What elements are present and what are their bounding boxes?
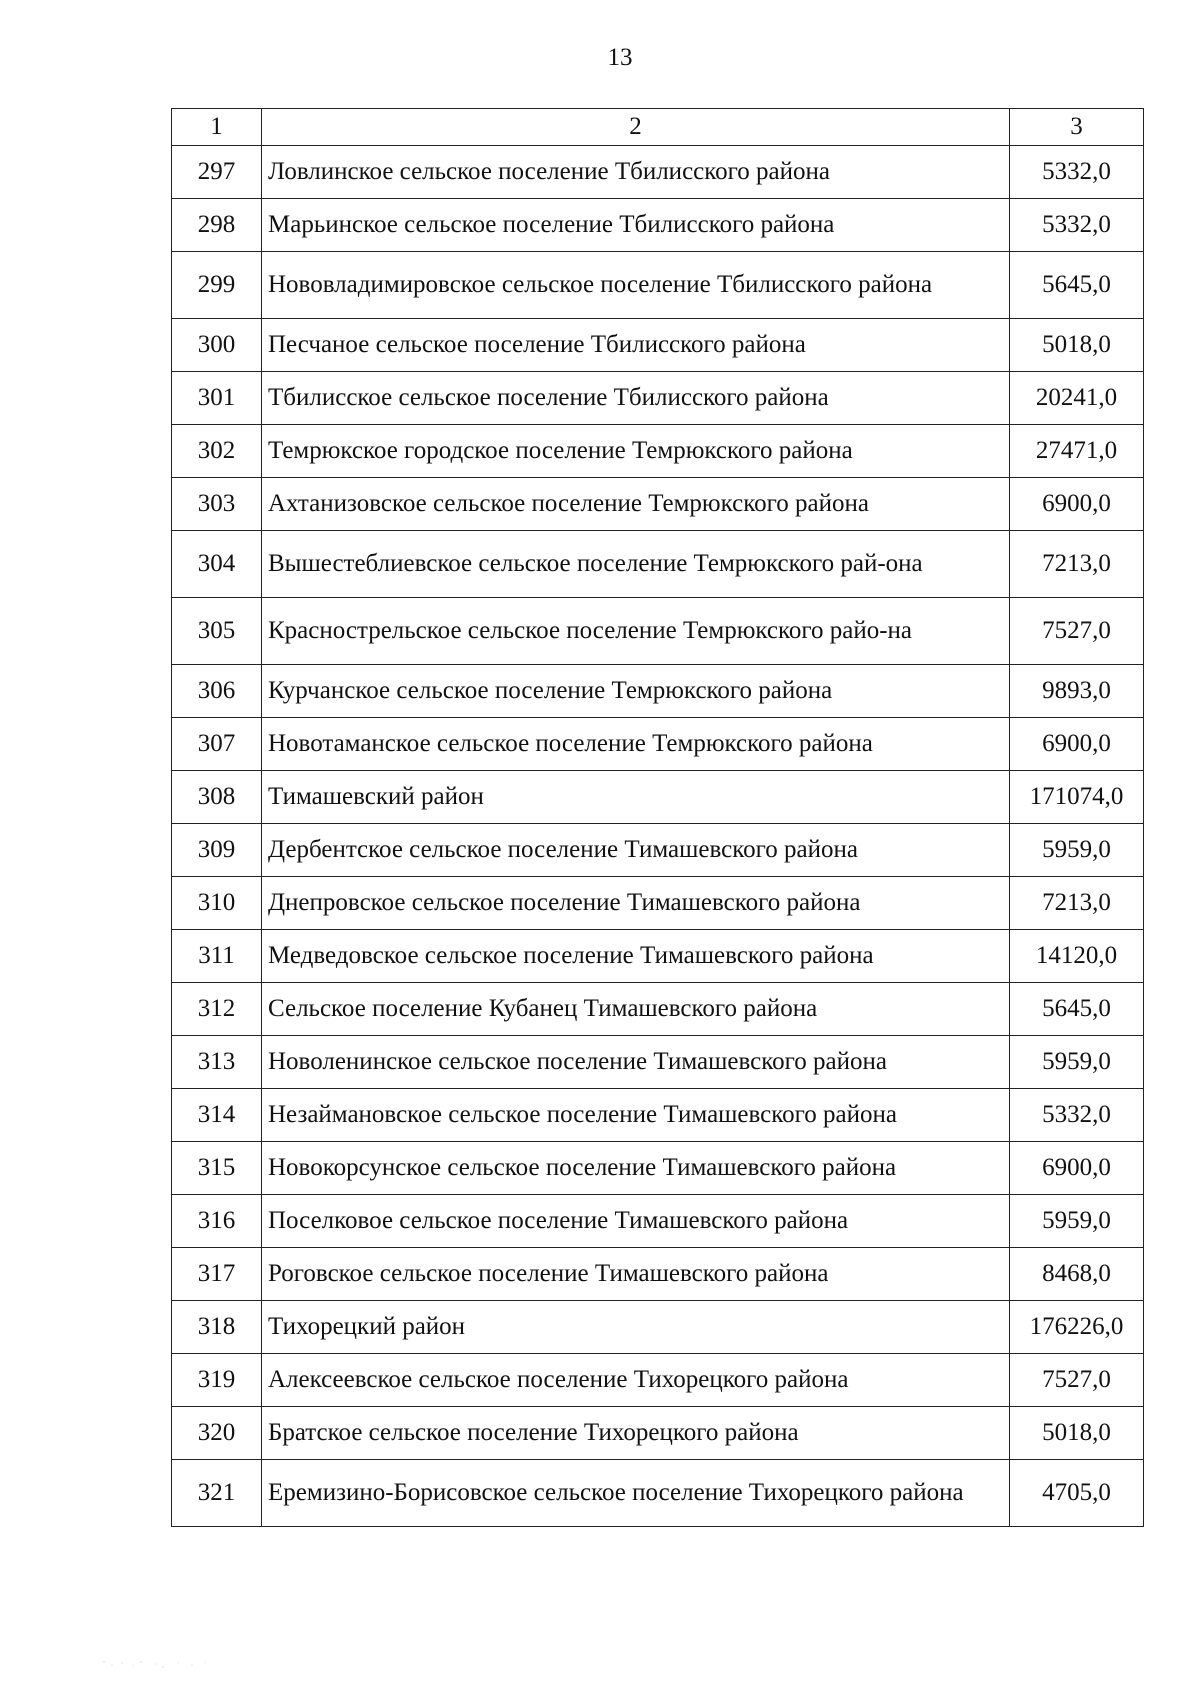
row-number-cell: 309: [172, 824, 262, 877]
row-number-cell: 308: [172, 771, 262, 824]
table-row: [172, 372, 1144, 425]
row-value-cell: 5645,0: [1010, 983, 1144, 1036]
table-row: [172, 983, 1144, 1036]
row-name-cell: Марьинское сельское поселение Тбилисского района: [262, 199, 1010, 252]
row-number-cell: 320: [172, 1407, 262, 1460]
row-value-cell: 27471,0: [1010, 425, 1144, 478]
row-name-cell: Сельское поселение Кубанец Тимашевского района: [262, 983, 1010, 1036]
row-value-cell: 5959,0: [1010, 1036, 1144, 1089]
row-number-cell: 304: [172, 531, 262, 598]
row-name-cell: Новотаманское сельское поселение Темрюкского района: [262, 718, 1010, 771]
column-header-number: 1: [172, 109, 262, 146]
allocation-table: [171, 108, 1144, 1527]
table-row: [172, 146, 1144, 199]
row-name-cell: Тихорецкий район: [262, 1301, 1010, 1354]
row-value-cell: 7527,0: [1010, 598, 1144, 665]
row-name-cell: Краснострельское сельское поселение Темрюкского райо-на: [262, 598, 1010, 665]
table-row: [172, 531, 1144, 598]
table-row: [172, 718, 1144, 771]
row-number-cell: 311: [172, 930, 262, 983]
table-row: [172, 824, 1144, 877]
row-number-cell: 298: [172, 199, 262, 252]
row-name-cell: Песчаное сельское поселение Тбилисского района: [262, 319, 1010, 372]
row-value-cell: 7213,0: [1010, 531, 1144, 598]
row-number-cell: 313: [172, 1036, 262, 1089]
row-value-cell: 7213,0: [1010, 877, 1144, 930]
table-row: [172, 478, 1144, 531]
row-name-cell: Незаймановское сельское поселение Тимашевского района: [262, 1089, 1010, 1142]
row-name-cell: Днепровское сельское поселение Тимашевского района: [262, 877, 1010, 930]
row-value-cell: 5959,0: [1010, 1195, 1144, 1248]
row-name-cell: Тимашевский район: [262, 771, 1010, 824]
row-number-cell: 315: [172, 1142, 262, 1195]
row-number-cell: 318: [172, 1301, 262, 1354]
row-name-cell: Еремизино-Борисовское сельское поселение Тихорецкого района: [262, 1460, 1010, 1527]
row-value-cell: 5018,0: [1010, 1407, 1144, 1460]
row-name-cell: Дербентское сельское поселение Тимашевского района: [262, 824, 1010, 877]
row-value-cell: 5332,0: [1010, 1089, 1144, 1142]
row-number-cell: 297: [172, 146, 262, 199]
row-value-cell: 6900,0: [1010, 478, 1144, 531]
page-number: 13: [607, 44, 633, 71]
row-value-cell: 14120,0: [1010, 930, 1144, 983]
row-value-cell: 6900,0: [1010, 718, 1144, 771]
column-header-value: 3: [1010, 109, 1144, 146]
row-name-cell: Нововладимировское сельское поселение Тбилисского района: [262, 252, 1010, 319]
row-name-cell: Поселковое сельское поселение Тимашевского района: [262, 1195, 1010, 1248]
row-value-cell: 176226,0: [1010, 1301, 1144, 1354]
row-value-cell: 5959,0: [1010, 824, 1144, 877]
table-row: [172, 598, 1144, 665]
row-value-cell: 20241,0: [1010, 372, 1144, 425]
row-number-cell: 302: [172, 425, 262, 478]
row-number-cell: 300: [172, 319, 262, 372]
row-name-cell: Тбилисское сельское поселение Тбилисского района: [262, 372, 1010, 425]
table-row: [172, 1248, 1144, 1301]
row-name-cell: Медведовское сельское поселение Тимашевского района: [262, 930, 1010, 983]
table-header-row: [172, 109, 1144, 146]
row-name-cell: Ахтанизовское сельское поселение Темрюкского района: [262, 478, 1010, 531]
scan-artifact: [100, 1658, 220, 1670]
row-value-cell: 4705,0: [1010, 1460, 1144, 1527]
row-name-cell: Вышестеблиевское сельское поселение Темрюкского рай-она: [262, 531, 1010, 598]
row-value-cell: 171074,0: [1010, 771, 1144, 824]
table-row: [172, 1354, 1144, 1407]
row-name-cell: Новоленинское сельское поселение Тимашевского района: [262, 1036, 1010, 1089]
row-name-cell: Темрюкское городское поселение Темрюкского района: [262, 425, 1010, 478]
row-value-cell: 5332,0: [1010, 146, 1144, 199]
table-row: [172, 319, 1144, 372]
row-value-cell: 8468,0: [1010, 1248, 1144, 1301]
row-number-cell: 312: [172, 983, 262, 1036]
row-number-cell: 307: [172, 718, 262, 771]
row-name-cell: Братское сельское поселение Тихорецкого района: [262, 1407, 1010, 1460]
table-row: [172, 1407, 1144, 1460]
row-value-cell: 5018,0: [1010, 319, 1144, 372]
row-number-cell: 321: [172, 1460, 262, 1527]
row-number-cell: 319: [172, 1354, 262, 1407]
row-name-cell: Роговское сельское поселение Тимашевского района: [262, 1248, 1010, 1301]
row-value-cell: 9893,0: [1010, 665, 1144, 718]
table-row: [172, 1089, 1144, 1142]
row-number-cell: 316: [172, 1195, 262, 1248]
table-row: [172, 1195, 1144, 1248]
table-row: [172, 665, 1144, 718]
row-number-cell: 310: [172, 877, 262, 930]
row-value-cell: 7527,0: [1010, 1354, 1144, 1407]
table-row: [172, 199, 1144, 252]
table-row: [172, 877, 1144, 930]
row-number-cell: 306: [172, 665, 262, 718]
table-row: [172, 1301, 1144, 1354]
row-name-cell: Курчанское сельское поселение Темрюкского района: [262, 665, 1010, 718]
row-name-cell: Ловлинское сельское поселение Тбилисского района: [262, 146, 1010, 199]
table-row: [172, 1142, 1144, 1195]
table-row: [172, 1460, 1144, 1527]
table-row: [172, 425, 1144, 478]
table-row: [172, 930, 1144, 983]
row-number-cell: 317: [172, 1248, 262, 1301]
row-name-cell: Новокорсунское сельское поселение Тимашевского района: [262, 1142, 1010, 1195]
row-value-cell: 6900,0: [1010, 1142, 1144, 1195]
row-value-cell: 5332,0: [1010, 199, 1144, 252]
table-row: [172, 1036, 1144, 1089]
column-header-name: 2: [262, 109, 1010, 146]
row-number-cell: 314: [172, 1089, 262, 1142]
row-number-cell: 305: [172, 598, 262, 665]
table-row: [172, 252, 1144, 319]
row-name-cell: Алексеевское сельское поселение Тихорецкого района: [262, 1354, 1010, 1407]
table-body: [172, 109, 1144, 1527]
row-value-cell: 5645,0: [1010, 252, 1144, 319]
row-number-cell: 299: [172, 252, 262, 319]
row-number-cell: 303: [172, 478, 262, 531]
table-row: [172, 771, 1144, 824]
row-number-cell: 301: [172, 372, 262, 425]
